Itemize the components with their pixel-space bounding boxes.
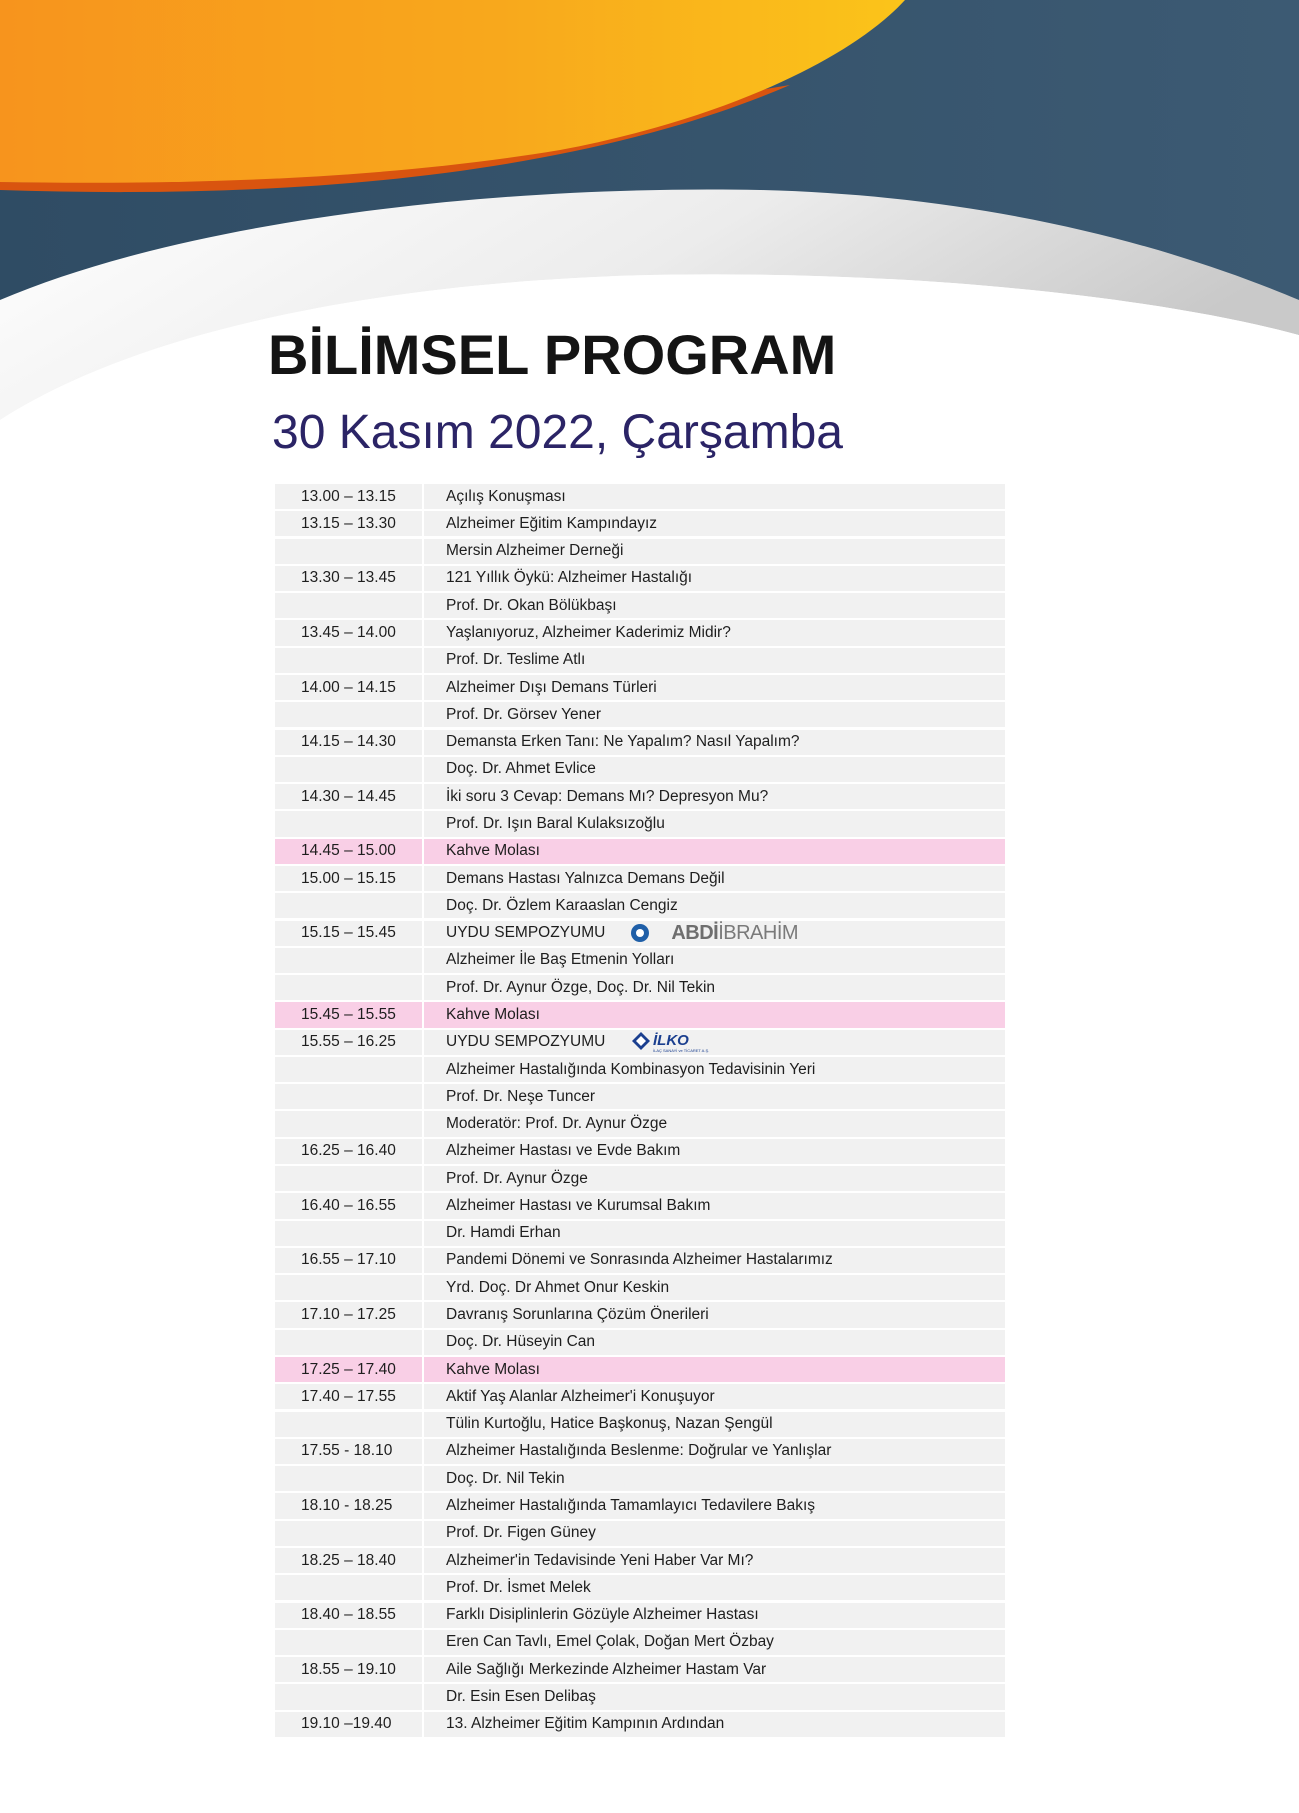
program-row <box>275 1575 1005 1600</box>
session-time: 18.40 – 18.55 <box>275 1603 422 1628</box>
session-text: Alzheimer Hastası ve Kurumsal Bakım <box>446 1196 711 1214</box>
session-title <box>424 866 1005 891</box>
program-row <box>275 1466 1005 1491</box>
session-title <box>424 975 1005 1000</box>
session-time: 18.25 – 18.40 <box>275 1548 422 1573</box>
program-row <box>275 1030 1005 1055</box>
session-title <box>424 1221 1005 1246</box>
break-row <box>275 839 1005 864</box>
session-text: Açılış Konuşması <box>446 487 566 505</box>
session-text: Tülin Kurtoğlu, Hatice Başkonuş, Nazan Şengül <box>446 1415 773 1433</box>
session-text: Yaşlanıyoruz, Alzheimer Kaderimiz Midir? <box>446 624 731 641</box>
program-row <box>275 675 1005 700</box>
program-row <box>275 539 1005 564</box>
session-text: Prof. Dr. Okan Bölükbaşı <box>446 596 617 614</box>
session-text: Alzheimer Hastası ve Evde Bakım <box>446 1142 681 1160</box>
program-row <box>275 1603 1005 1628</box>
session-text: Demansta Erken Tanı: Ne Yapalım? Nasıl Yapalım? <box>446 733 800 751</box>
session-time: 13.15 – 13.30 <box>275 511 422 536</box>
session-text: İki soru 3 Cevap: Demans Mı? Depresyon Mu? <box>446 787 769 805</box>
session-title <box>424 948 1005 973</box>
session-time <box>275 1466 422 1491</box>
session-time: 17.10 – 17.25 <box>275 1302 422 1327</box>
program-row <box>275 511 1005 536</box>
session-text: Doç. Dr. Nil Tekin <box>446 1469 565 1487</box>
session-text: Alzheimer Hastalığında Kombinasyon Tedavisinin Yeri <box>446 1060 816 1078</box>
program-row <box>275 484 1005 509</box>
session-title <box>424 1439 1005 1464</box>
session-title <box>424 1030 1005 1055</box>
session-time: 16.25 – 16.40 <box>275 1139 422 1164</box>
session-time <box>275 593 422 618</box>
session-time: 17.55 - 18.10 <box>275 1439 422 1464</box>
program-row <box>275 620 1005 645</box>
session-text: Prof. Dr. Teslime Atlı <box>446 651 586 669</box>
session-text: Alzheimer'in Tedavisinde Yeni Haber Var Mı? <box>446 1551 754 1569</box>
session-text: Kahve Molası <box>446 1005 540 1023</box>
session-title <box>424 1193 1005 1218</box>
session-text: Prof. Dr. Figen Güney <box>446 1524 596 1542</box>
session-title <box>424 1111 1005 1136</box>
session-text: Alzheimer İle Baş Etmenin Yolları <box>446 951 675 969</box>
session-title <box>424 620 1005 645</box>
session-title <box>424 784 1005 809</box>
session-title <box>424 1275 1005 1300</box>
program-row <box>275 1057 1005 1082</box>
program-row <box>275 1657 1005 1682</box>
session-title <box>424 675 1005 700</box>
session-title <box>424 757 1005 782</box>
session-text: UYDU SEMPOZYUMU <box>446 924 606 942</box>
session-time <box>275 975 422 1000</box>
session-title <box>424 484 1005 509</box>
program-row <box>275 1221 1005 1246</box>
program-row <box>275 1139 1005 1164</box>
abdi-ibrahim-icon <box>631 924 649 942</box>
session-time <box>275 539 422 564</box>
session-time: 14.30 – 14.45 <box>275 784 422 809</box>
program-row <box>275 1630 1005 1655</box>
ilko-logo <box>631 1030 717 1054</box>
session-text: Prof. Dr. Aynur Özge, Doç. Dr. Nil Tekin <box>446 978 716 996</box>
session-time: 16.40 – 16.55 <box>275 1193 422 1218</box>
session-title <box>424 1657 1005 1682</box>
session-text: Alzheimer Dışı Demans Türleri <box>446 678 657 696</box>
session-time: 13.30 – 13.45 <box>275 566 422 591</box>
program-row <box>275 566 1005 591</box>
program-row <box>275 1193 1005 1218</box>
session-time: 17.25 – 17.40 <box>275 1357 422 1382</box>
session-title <box>424 1603 1005 1628</box>
program-row <box>275 811 1005 836</box>
session-text: Pandemi Dönemi ve Sonrasında Alzheimer Hastalarımız <box>446 1251 833 1269</box>
session-title <box>424 1166 1005 1191</box>
session-text: Prof. Dr. Görsev Yener <box>446 705 602 723</box>
session-time: 15.55 – 16.25 <box>275 1030 422 1055</box>
session-time <box>275 1221 422 1246</box>
session-time <box>275 893 422 918</box>
session-title <box>424 511 1005 536</box>
program-row <box>275 1275 1005 1300</box>
program-row <box>275 1521 1005 1546</box>
program-row <box>275 757 1005 782</box>
abdi-ibrahim-logo <box>631 922 798 945</box>
program-row <box>275 1084 1005 1109</box>
session-title <box>424 1630 1005 1655</box>
program-row <box>275 702 1005 727</box>
session-title <box>424 1330 1005 1355</box>
session-title <box>424 648 1005 673</box>
session-title <box>424 1302 1005 1327</box>
session-text: Yrd. Doç. Dr Ahmet Onur Keskin <box>446 1278 670 1296</box>
session-time <box>275 1166 422 1191</box>
session-title <box>424 839 1005 864</box>
session-title <box>424 1002 1005 1027</box>
session-title <box>424 1057 1005 1082</box>
abdi-ibrahim-wordmark: ABDİİBRAHİM <box>671 921 799 944</box>
session-text: Dr. Esin Esen Delibaş <box>446 1687 596 1705</box>
break-row <box>275 1002 1005 1027</box>
session-time: 18.10 - 18.25 <box>275 1493 422 1518</box>
session-title <box>424 702 1005 727</box>
break-row <box>275 1357 1005 1382</box>
session-text: Prof. Dr. Işın Baral Kulaksızoğlu <box>446 814 665 832</box>
session-time <box>275 1412 422 1437</box>
session-time: 14.45 – 15.00 <box>275 839 422 864</box>
program-row <box>275 1493 1005 1518</box>
program-row <box>275 1248 1005 1273</box>
session-time <box>275 648 422 673</box>
program-row <box>275 1548 1005 1573</box>
session-time <box>275 1111 422 1136</box>
program-date: 30 Kasım 2022, Çarşamba <box>272 406 843 459</box>
session-time: 15.15 – 15.45 <box>275 921 422 946</box>
session-time <box>275 702 422 727</box>
session-text: Alzheimer Eğitim Kampındayız <box>446 514 658 532</box>
session-time: 18.55 – 19.10 <box>275 1657 422 1682</box>
session-title <box>424 1248 1005 1273</box>
session-text: Davranış Sorunlarına Çözüm Önerileri <box>446 1306 709 1324</box>
program-row <box>275 784 1005 809</box>
session-title <box>424 893 1005 918</box>
session-text: Alzheimer Hastalığında Tamamlayıcı Tedavilere Bakış <box>446 1497 816 1514</box>
session-title <box>424 1548 1005 1573</box>
session-time: 14.00 – 14.15 <box>275 675 422 700</box>
session-title <box>424 1357 1005 1382</box>
session-title <box>424 1384 1005 1409</box>
session-time <box>275 948 422 973</box>
session-text: UYDU SEMPOZYUMU <box>446 1033 606 1051</box>
session-text: Eren Can Tavlı, Emel Çolak, Doğan Mert Özbay <box>446 1633 774 1651</box>
session-title <box>424 1684 1005 1709</box>
session-time <box>275 1057 422 1082</box>
session-time <box>275 811 422 836</box>
session-title <box>424 1493 1005 1518</box>
session-time <box>275 1684 422 1709</box>
program-row <box>275 593 1005 618</box>
session-title <box>424 730 1005 755</box>
session-title <box>424 1521 1005 1546</box>
session-time: 15.45 – 15.55 <box>275 1002 422 1027</box>
program-row <box>275 921 1005 946</box>
program-row <box>275 1384 1005 1409</box>
session-time <box>275 1630 422 1655</box>
session-time <box>275 1275 422 1300</box>
session-title <box>424 1466 1005 1491</box>
session-title <box>424 1575 1005 1600</box>
session-time <box>275 1521 422 1546</box>
session-text: Mersin Alzheimer Derneği <box>446 542 624 560</box>
program-row <box>275 1439 1005 1464</box>
session-title <box>424 1084 1005 1109</box>
program-row <box>275 1330 1005 1355</box>
session-time <box>275 1330 422 1355</box>
svg-text:İLAÇ SANAYİ ve TİCARET A.Ş.: İLAÇ SANAYİ ve TİCARET A.Ş. <box>653 1048 710 1054</box>
session-title <box>424 593 1005 618</box>
session-text: 121 Yıllık Öykü: Alzheimer Hastalığı <box>446 569 693 587</box>
session-time: 13.45 – 14.00 <box>275 620 422 645</box>
session-title <box>424 566 1005 591</box>
session-text: Dr. Hamdi Erhan <box>446 1224 561 1242</box>
session-time: 19.10 –19.40 <box>275 1712 422 1737</box>
program-row <box>275 1684 1005 1709</box>
session-text: Prof. Dr. Aynur Özge <box>446 1169 588 1187</box>
session-title <box>424 1412 1005 1437</box>
session-text: Doç. Dr. Ahmet Evlice <box>446 760 596 778</box>
program-row <box>275 975 1005 1000</box>
session-text: Kahve Molası <box>446 842 540 860</box>
session-title <box>424 1139 1005 1164</box>
session-text: Prof. Dr. İsmet Melek <box>446 1578 591 1596</box>
program-row <box>275 893 1005 918</box>
session-time: 16.55 – 17.10 <box>275 1248 422 1273</box>
program-row <box>275 1166 1005 1191</box>
session-time <box>275 757 422 782</box>
session-text: Aile Sağlığı Merkezinde Alzheimer Hastam Var <box>446 1660 767 1678</box>
session-title <box>424 811 1005 836</box>
session-time: 13.00 – 13.15 <box>275 484 422 509</box>
session-title <box>424 539 1005 564</box>
program-row <box>275 1412 1005 1437</box>
session-text: Farklı Disiplinlerin Gözüyle Alzheimer Hastası <box>446 1606 759 1624</box>
program-row <box>275 866 1005 891</box>
session-text: Doç. Dr. Özlem Karaaslan Cengiz <box>446 896 678 914</box>
session-title <box>424 921 1005 946</box>
session-text: Alzheimer Hastalığında Beslenme: Doğrular ve Yanlışlar <box>446 1442 832 1460</box>
session-time: 14.15 – 14.30 <box>275 730 422 755</box>
session-time <box>275 1084 422 1109</box>
session-text: Moderatör: Prof. Dr. Aynur Özge <box>446 1115 668 1133</box>
session-time <box>275 1575 422 1600</box>
program-row <box>275 648 1005 673</box>
svg-text:İLKO: İLKO <box>653 1032 690 1050</box>
program-row <box>275 1712 1005 1737</box>
program-table <box>275 484 1005 1739</box>
session-time: 15.00 – 15.15 <box>275 866 422 891</box>
session-text: Kahve Molası <box>446 1360 540 1378</box>
session-text: 13. Alzheimer Eğitim Kampının Ardından <box>446 1715 725 1733</box>
program-row <box>275 1302 1005 1327</box>
program-row <box>275 1111 1005 1136</box>
program-row <box>275 948 1005 973</box>
session-text: Doç. Dr. Hüseyin Can <box>446 1333 596 1351</box>
session-text: Demans Hastası Yalnızca Demans Değil <box>446 869 725 887</box>
program-row <box>275 730 1005 755</box>
page-title: BİLİMSEL PROGRAM <box>268 323 837 386</box>
session-time: 17.40 – 17.55 <box>275 1384 422 1409</box>
session-title <box>424 1712 1005 1737</box>
session-text: Prof. Dr. Neşe Tuncer <box>446 1087 596 1105</box>
session-text: Aktif Yaş Alanlar Alzheimer'i Konuşuyor <box>446 1387 715 1405</box>
